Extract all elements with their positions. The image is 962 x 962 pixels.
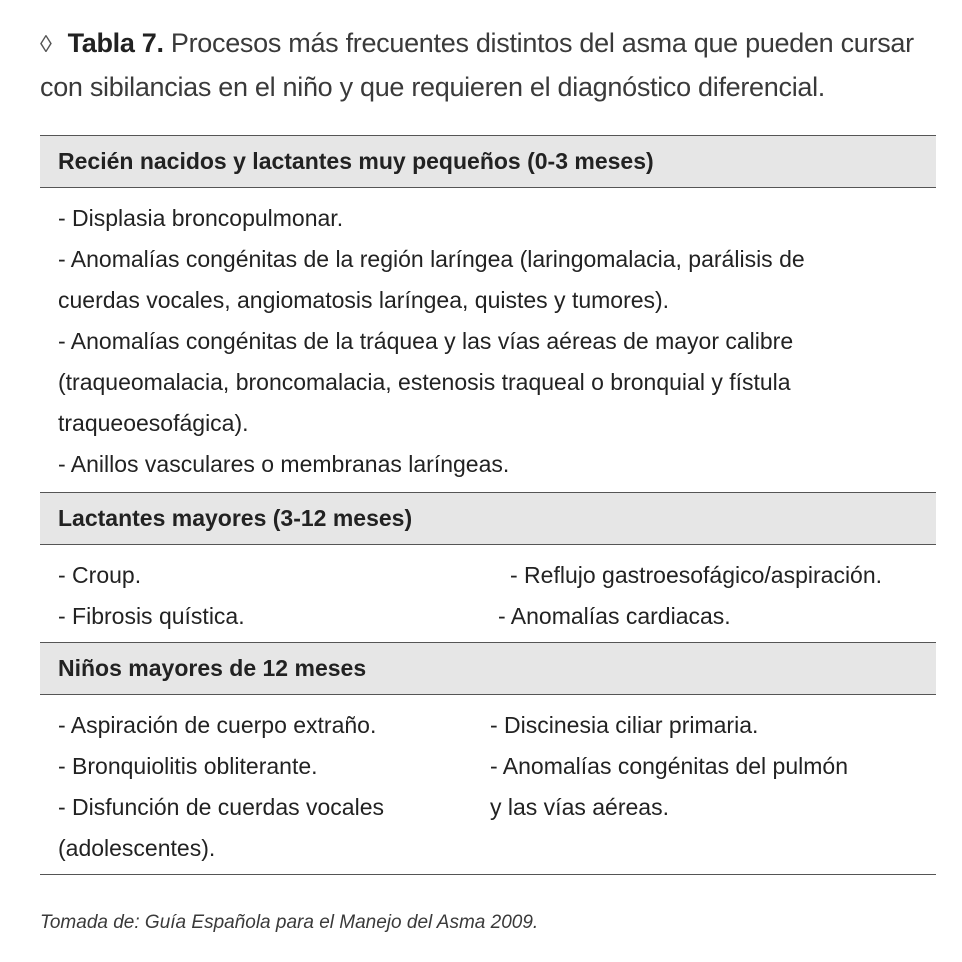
list-item: - Displasia broncopulmonar. — [58, 205, 344, 231]
section-body-older-children — [40, 695, 936, 875]
list-item: - Anomalías congénitas del pulmón — [490, 753, 848, 779]
list-item: - Reflujo gastroesofágico/aspiración. — [510, 562, 883, 588]
list-item: y las vías aéreas. — [490, 794, 669, 820]
section-heading-newborns: Recién nacidos y lactantes muy pequeños (0-3 meses) — [40, 136, 936, 188]
list-item: - Aspiración de cuerpo extraño. — [58, 712, 377, 738]
section-heading-older-infants: Lactantes mayores (3-12 meses) — [40, 493, 936, 545]
list-item: (traqueomalacia, broncomalacia, estenosis traqueal o bronquial y fístula — [58, 369, 791, 395]
list-item: cuerdas vocales, angiomatosis laríngea, quistes y tumores). — [58, 287, 670, 313]
section-body-older-infants — [40, 545, 936, 643]
list-item: - Anillos vasculares o membranas laríngeas. — [58, 451, 510, 477]
diagnosis-table — [40, 135, 936, 875]
right-column — [498, 555, 918, 632]
list-item: - Discinesia ciliar primaria. — [490, 712, 759, 738]
table-label: Tabla 7. — [67, 28, 164, 58]
left-column — [58, 555, 498, 632]
diamond-icon: ◊ — [40, 31, 52, 58]
list-item: (adolescentes). — [58, 835, 216, 861]
list-item: - Fibrosis quística. — [58, 603, 245, 629]
list-item: - Disfunción de cuerdas vocales — [58, 794, 384, 820]
section-body-newborns — [40, 188, 936, 493]
table-caption — [40, 22, 930, 108]
list-item: - Anomalías congénitas de la tráquea y las vías aéreas de mayor calibre — [58, 328, 794, 354]
left-column — [58, 705, 490, 864]
right-column — [490, 705, 918, 864]
list-item: - Croup. — [58, 562, 142, 588]
list-item: - Anomalías cardiacas. — [498, 603, 731, 629]
list-item: traqueoesofágica). — [58, 410, 249, 436]
list-item: - Anomalías congénitas de la región laríngea (laringomalacia, parálisis de — [58, 246, 805, 272]
list-item: - Bronquiolitis obliterante. — [58, 753, 318, 779]
section-heading-older-children: Niños mayores de 12 meses — [40, 643, 936, 695]
table-title: Procesos más frecuentes distintos del asma que pueden cursar con sibilancias en el niño y que requieren el diagnóstico diferencial. — [40, 28, 914, 102]
source-citation: Tomada de: Guía Española para el Manejo del Asma 2009. — [40, 912, 539, 933]
